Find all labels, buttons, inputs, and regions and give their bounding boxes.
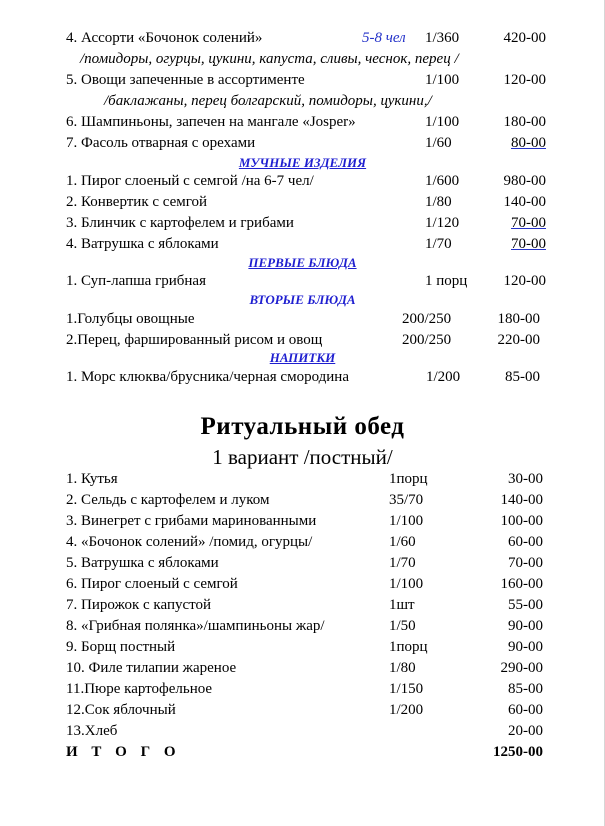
ritual-item-price: 60-00 <box>508 702 543 718</box>
menu-item-name: 3. Блинчик с картофелем и грибами <box>66 215 294 231</box>
ritual-subtitle: 1 вариант /постный/ <box>212 445 393 469</box>
ritual-item-name: 11.Пюре картофельное <box>66 681 213 697</box>
menu-item-name: 1. Морс клюква/брусника/черная смородина <box>66 369 349 385</box>
menu-item-name: 7. Фасоль отварная с орехами <box>66 135 256 151</box>
menu-item-qty: 1/100 <box>425 72 460 88</box>
section-heading-second-courses: ВТОРЫЕ БЛЮДА <box>249 292 356 307</box>
menu-item-qty: 1/200 <box>426 369 461 385</box>
menu-item-name: 5. Овощи запеченные в ассортименте <box>66 72 305 88</box>
ritual-item-price: 30-00 <box>508 471 543 487</box>
menu-item-name: 6. Шампиньоны, запечен на мангале «Josper» <box>66 114 356 130</box>
menu-item-note-text: 5-8 чел <box>362 30 406 46</box>
menu-item-price: 85-00 <box>505 369 540 385</box>
ritual-item-qty: 1порц <box>389 639 428 655</box>
menu-item-name: 1. Пирог слоеный с семгой /на 6-7 чел/ <box>66 173 314 189</box>
menu-item-price: 80-00 <box>511 135 546 151</box>
menu-item-qty: 1/360 <box>425 30 460 46</box>
ritual-item-name: 8. «Грибная полянка»/шампиньоны жар/ <box>66 618 325 634</box>
ritual-item-price: 160-00 <box>500 576 543 592</box>
menu-item-name: 2.Перец, фаршированный рисом и овощ <box>66 332 323 348</box>
menu-item-note <box>362 30 406 47</box>
ritual-item-price: 90-00 <box>508 639 543 655</box>
ritual-item-qty: 35/70 <box>389 492 424 508</box>
menu-item-price: 980-00 <box>503 173 546 189</box>
section-heading-flour: МУЧНЫЕ ИЗДЕЛИЯ <box>238 155 367 170</box>
ritual-item-name: 2. Сельдь с картофелем и луком <box>66 492 270 508</box>
ritual-item-price: 70-00 <box>508 555 543 571</box>
menu-item-price: 140-00 <box>503 194 546 210</box>
menu-item-name: 4. Ассорти «Бочонок солений» <box>66 30 263 46</box>
menu-item-price: 70-00 <box>511 215 546 231</box>
menu-item-name: 1. Суп-лапша грибная <box>66 273 206 289</box>
menu-item-price: 180-00 <box>503 114 546 130</box>
section-heading-drinks: НАПИТКИ <box>269 350 336 365</box>
ritual-item-qty: 1/150 <box>389 681 424 697</box>
ritual-item-name: 4. «Бочонок солений» /помид, огурцы/ <box>66 534 313 550</box>
ritual-item-price: 55-00 <box>508 597 543 613</box>
menu-item-qty: 1/80 <box>425 194 452 210</box>
ritual-item-name: 7. Пирожок с капустой <box>66 597 212 613</box>
menu-item-description: /баклажаны, перец болгарский, помидоры, цукини,/ <box>104 93 432 109</box>
total-value: 1250-00 <box>493 744 543 760</box>
menu-item-price: 220-00 <box>497 332 540 348</box>
menu-item-qty: 1/600 <box>425 173 460 189</box>
ritual-item-name: 9. Борщ постный <box>66 639 176 655</box>
menu-item-price: 120-00 <box>503 273 546 289</box>
menu-item-name: 2. Конвертик с семгой <box>66 194 208 210</box>
ritual-item-qty: 1порц <box>389 471 428 487</box>
ritual-item-name: 5. Ватрушка с яблоками <box>66 555 219 571</box>
ritual-item-name: 13.Хлеб <box>66 723 118 739</box>
ritual-item-name: 6. Пирог слоеный с семгой <box>66 576 238 592</box>
menu-item-qty: 200/250 <box>402 311 452 327</box>
menu-item-price: 70-00 <box>511 236 546 252</box>
ritual-item-qty: 1/80 <box>389 660 416 676</box>
menu-item-qty: 200/250 <box>402 332 452 348</box>
total-label: И Т О Г О <box>66 744 181 760</box>
ritual-item-qty: 1шт <box>389 597 415 613</box>
ritual-item-qty: 1/100 <box>389 513 424 529</box>
ritual-item-qty: 1/200 <box>389 702 424 718</box>
menu-item-price: 180-00 <box>497 311 540 327</box>
ritual-item-name: 3. Винегрет с грибами маринованными <box>66 513 317 529</box>
ritual-title: Ритуальный обед <box>200 413 405 440</box>
menu-item-name: 4. Ватрушка с яблоками <box>66 236 219 252</box>
menu-item-qty: 1/100 <box>425 114 460 130</box>
ritual-item-price: 290-00 <box>500 660 543 676</box>
menu-item-price: 420-00 <box>503 30 546 46</box>
ritual-item-qty: 1/100 <box>389 576 424 592</box>
menu-item-qty: 1/120 <box>425 215 460 231</box>
menu-item-description: /помидоры, огурцы, цукини, капуста, сливы, чеснок, перец / <box>80 51 459 67</box>
ritual-item-price: 90-00 <box>508 618 543 634</box>
ritual-item-price: 85-00 <box>508 681 543 697</box>
ritual-item-name: 10. Филе тилапии жареное <box>66 660 237 676</box>
ritual-item-price: 60-00 <box>508 534 543 550</box>
menu-item-name: 1.Голубцы овощные <box>66 311 195 327</box>
ritual-item-price: 140-00 <box>500 492 543 508</box>
menu-item-qty: 1/60 <box>425 135 452 151</box>
ritual-item-price: 20-00 <box>508 723 543 739</box>
menu-item-qty: 1 порц <box>425 273 468 289</box>
ritual-item-qty: 1/50 <box>389 618 416 634</box>
ritual-item-qty: 1/70 <box>389 555 416 571</box>
menu-item-price: 120-00 <box>503 72 546 88</box>
ritual-item-price: 100-00 <box>500 513 543 529</box>
section-heading-first-courses: ПЕРВЫЕ БЛЮДА <box>248 255 357 270</box>
menu-item-qty: 1/70 <box>425 236 452 252</box>
ritual-item-name: 1. Кутья <box>66 471 118 487</box>
ritual-item-name: 12.Сок яблочный <box>66 702 176 718</box>
ritual-item-qty: 1/60 <box>389 534 416 550</box>
